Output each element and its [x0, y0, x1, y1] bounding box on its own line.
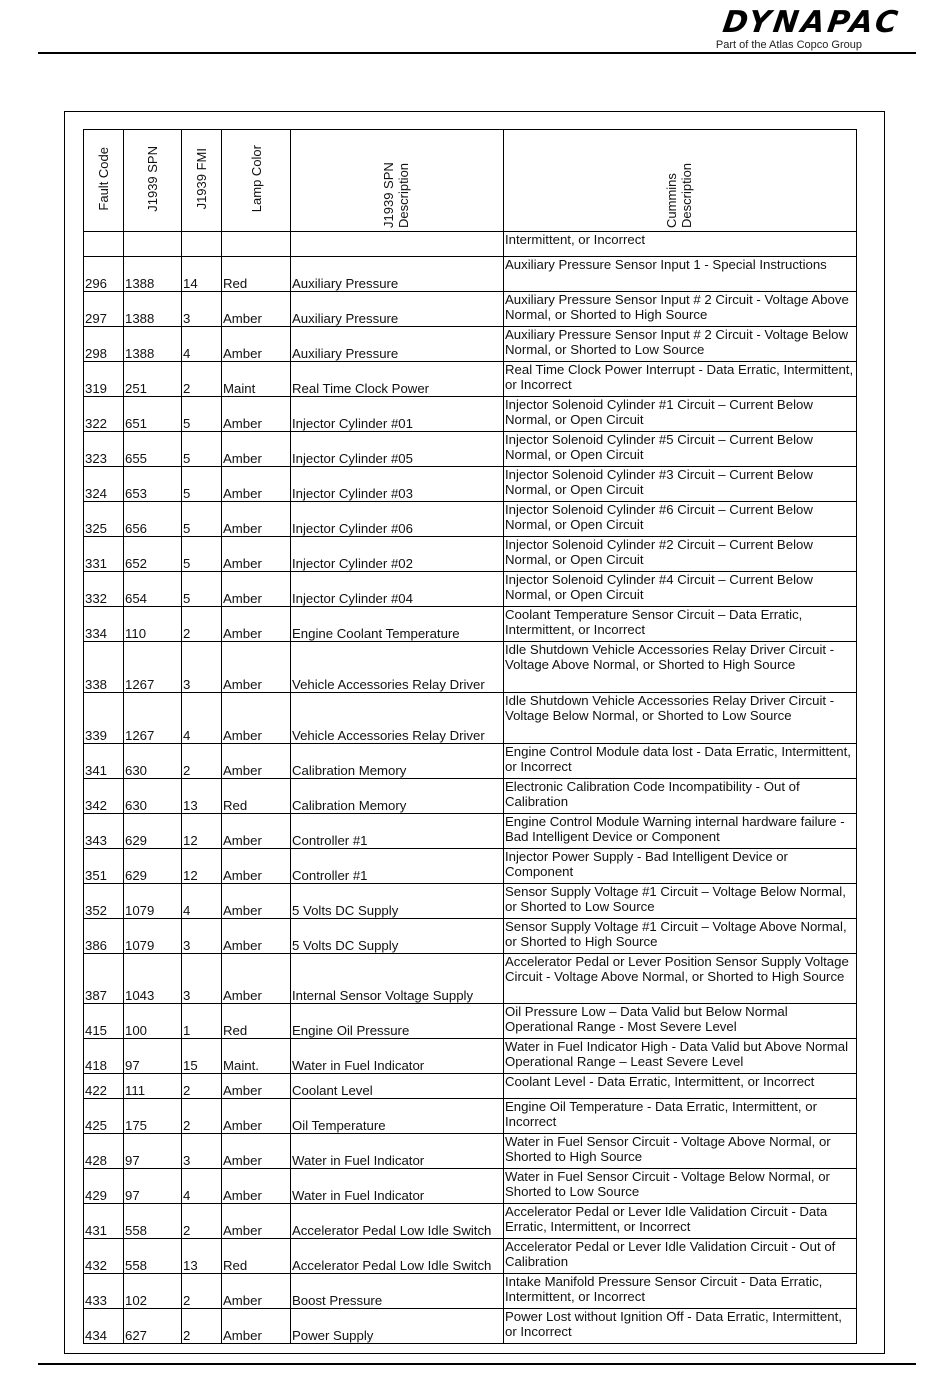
fault-code-cell: 434 [84, 1309, 124, 1344]
table-row [84, 432, 857, 467]
spn-cell: 1388 [124, 292, 182, 327]
spn-cell: 656 [124, 502, 182, 537]
table-header-row [84, 130, 857, 232]
spn-description-cell: Injector Cylinder #01 [291, 397, 504, 432]
fault-code-cell: 332 [84, 572, 124, 607]
fmi-cell [182, 232, 222, 257]
lamp-color-cell: Amber [222, 397, 291, 432]
spn-description-cell: Water in Fuel Indicator [291, 1169, 504, 1204]
table-row [84, 1004, 857, 1039]
spn-cell: 175 [124, 1099, 182, 1134]
lamp-color-cell: Amber [222, 919, 291, 954]
fault-code-cell: 352 [84, 884, 124, 919]
cummins-description-cell: Idle Shutdown Vehicle Accessories Relay Driver Circuit - Voltage Above Normal, or Shorted to High Source [504, 642, 857, 693]
spn-description-cell: 5 Volts DC Supply [291, 884, 504, 919]
fmi-cell: 14 [182, 257, 222, 292]
fault-code-cell: 338 [84, 642, 124, 693]
fault-code-cell: 433 [84, 1274, 124, 1309]
spn-description-cell: Injector Cylinder #04 [291, 572, 504, 607]
cummins-description-cell: Injector Solenoid Cylinder #1 Circuit – Current Below Normal, or Open Circuit [504, 397, 857, 432]
cummins-description-cell: Sensor Supply Voltage #1 Circuit – Voltage Below Normal, or Shorted to Low Source [504, 884, 857, 919]
cummins-description-cell: Accelerator Pedal or Lever Position Sensor Supply Voltage Circuit - Voltage Above Normal, or Shorted to High Source [504, 954, 857, 1004]
lamp-color-cell: Amber [222, 884, 291, 919]
fault-code-cell: 297 [84, 292, 124, 327]
cummins-description-cell: Injector Solenoid Cylinder #5 Circuit – Current Below Normal, or Open Circuit [504, 432, 857, 467]
header-fault-code: Fault Code [84, 130, 124, 232]
cummins-description-cell: Engine Control Module data lost - Data Erratic, Intermittent, or Incorrect [504, 744, 857, 779]
lamp-color-cell: Amber [222, 1074, 291, 1099]
table-row [84, 1099, 857, 1134]
fmi-cell: 3 [182, 954, 222, 1004]
header-lamp-color: Lamp Color [222, 130, 291, 232]
table-row [84, 397, 857, 432]
fault-code-cell: 322 [84, 397, 124, 432]
spn-cell: 100 [124, 1004, 182, 1039]
lamp-color-cell: Maint [222, 362, 291, 397]
fmi-cell: 12 [182, 849, 222, 884]
table-row [84, 1309, 857, 1344]
spn-description-cell: Controller #1 [291, 814, 504, 849]
lamp-color-cell: Amber [222, 954, 291, 1004]
lamp-color-cell: Amber [222, 1309, 291, 1344]
table-row [84, 1239, 857, 1274]
fault-code-cell [84, 232, 124, 257]
spn-cell: 1388 [124, 257, 182, 292]
fault-code-cell: 324 [84, 467, 124, 502]
table-row [84, 954, 857, 1004]
table-row [84, 502, 857, 537]
cummins-description-cell: Auxiliary Pressure Sensor Input # 2 Circuit - Voltage Below Normal, or Shorted to Low Source [504, 327, 857, 362]
table-row [84, 232, 857, 257]
spn-cell: 558 [124, 1204, 182, 1239]
fmi-cell: 2 [182, 1074, 222, 1099]
spn-description-cell: Water in Fuel Indicator [291, 1039, 504, 1074]
spn-cell: 630 [124, 779, 182, 814]
spn-cell: 102 [124, 1274, 182, 1309]
cummins-description-cell: Accelerator Pedal or Lever Idle Validation Circuit - Out of Calibration [504, 1239, 857, 1274]
spn-cell: 1079 [124, 884, 182, 919]
lamp-color-cell: Amber [222, 572, 291, 607]
fault-code-cell: 334 [84, 607, 124, 642]
fault-code-cell: 415 [84, 1004, 124, 1039]
lamp-color-cell: Amber [222, 432, 291, 467]
cummins-description-cell: Engine Oil Temperature - Data Erratic, Intermittent, or Incorrect [504, 1099, 857, 1134]
fault-code-cell: 418 [84, 1039, 124, 1074]
table-row [84, 1274, 857, 1309]
fault-code-cell: 298 [84, 327, 124, 362]
table-row [84, 607, 857, 642]
cummins-description-cell: Coolant Level - Data Erratic, Intermittent, or Incorrect [504, 1074, 857, 1099]
fmi-cell: 2 [182, 1309, 222, 1344]
fault-code-cell: 351 [84, 849, 124, 884]
fmi-cell: 3 [182, 292, 222, 327]
spn-description-cell: Auxiliary Pressure [291, 292, 504, 327]
spn-cell: 97 [124, 1134, 182, 1169]
spn-description-cell: Auxiliary Pressure [291, 327, 504, 362]
table-row [84, 1039, 857, 1074]
spn-description-cell: Engine Oil Pressure [291, 1004, 504, 1039]
fault-code-cell: 331 [84, 537, 124, 572]
fmi-cell: 13 [182, 779, 222, 814]
lamp-color-cell: Amber [222, 642, 291, 693]
spn-cell: 1388 [124, 327, 182, 362]
cummins-description-cell: Water in Fuel Indicator High - Data Valid but Above Normal Operational Range – Least Severe Level [504, 1039, 857, 1074]
cummins-description-cell: Coolant Temperature Sensor Circuit – Data Erratic, Intermittent, or Incorrect [504, 607, 857, 642]
spn-cell: 653 [124, 467, 182, 502]
table-row [84, 572, 857, 607]
table-row [84, 1134, 857, 1169]
spn-description-cell: Injector Cylinder #06 [291, 502, 504, 537]
lamp-color-cell: Amber [222, 1099, 291, 1134]
table-row [84, 884, 857, 919]
spn-description-cell: Vehicle Accessories Relay Driver [291, 693, 504, 744]
fmi-cell: 2 [182, 362, 222, 397]
spn-cell: 651 [124, 397, 182, 432]
spn-cell: 111 [124, 1074, 182, 1099]
fault-code-cell: 425 [84, 1099, 124, 1134]
fmi-cell: 4 [182, 884, 222, 919]
fmi-cell: 5 [182, 397, 222, 432]
fault-code-cell: 323 [84, 432, 124, 467]
fault-code-cell: 429 [84, 1169, 124, 1204]
fault-code-cell: 342 [84, 779, 124, 814]
cummins-description-cell: Real Time Clock Power Interrupt - Data Erratic, Intermittent, or Incorrect [504, 362, 857, 397]
cummins-description-cell: Power Lost without Ignition Off - Data Erratic, Intermittent, or Incorrect [504, 1309, 857, 1344]
lamp-color-cell: Amber [222, 849, 291, 884]
logo-tagline: Part of the Atlas Copco Group [715, 39, 862, 51]
spn-description-cell: Water in Fuel Indicator [291, 1134, 504, 1169]
lamp-color-cell: Amber [222, 292, 291, 327]
lamp-color-cell [222, 232, 291, 257]
table-row [84, 849, 857, 884]
fmi-cell: 3 [182, 919, 222, 954]
lamp-color-cell: Red [222, 1239, 291, 1274]
table-row [84, 642, 857, 693]
cummins-description-cell: Intermittent, or Incorrect [504, 232, 857, 257]
footer-rule [38, 1363, 916, 1365]
cummins-description-cell: Injector Solenoid Cylinder #6 Circuit – Current Below Normal, or Open Circuit [504, 502, 857, 537]
fmi-cell: 4 [182, 1169, 222, 1204]
fmi-cell: 2 [182, 607, 222, 642]
spn-description-cell: Internal Sensor Voltage Supply [291, 954, 504, 1004]
cummins-description-cell: Water in Fuel Sensor Circuit - Voltage Below Normal, or Shorted to Low Source [504, 1169, 857, 1204]
spn-cell: 652 [124, 537, 182, 572]
table-row [84, 292, 857, 327]
spn-description-cell: Controller #1 [291, 849, 504, 884]
table-row [84, 779, 857, 814]
fault-code-cell: 343 [84, 814, 124, 849]
spn-cell: 558 [124, 1239, 182, 1274]
cummins-description-cell: Intake Manifold Pressure Sensor Circuit - Data Erratic, Intermittent, or Incorrect [504, 1274, 857, 1309]
spn-description-cell: Accelerator Pedal Low Idle Switch [291, 1204, 504, 1239]
table-row [84, 257, 857, 292]
spn-cell: 1043 [124, 954, 182, 1004]
table-body [84, 232, 857, 1344]
dynapac-logo [715, 5, 903, 51]
cummins-description-cell: Injector Power Supply - Bad Intelligent Device or Component [504, 849, 857, 884]
table-row [84, 1204, 857, 1239]
fmi-cell: 15 [182, 1039, 222, 1074]
spn-description-cell: Auxiliary Pressure [291, 257, 504, 292]
spn-description-cell: Injector Cylinder #02 [291, 537, 504, 572]
lamp-color-cell: Red [222, 257, 291, 292]
spn-description-cell: Injector Cylinder #03 [291, 467, 504, 502]
fmi-cell: 3 [182, 642, 222, 693]
spn-cell: 655 [124, 432, 182, 467]
table-row [84, 919, 857, 954]
cummins-description-cell: Injector Solenoid Cylinder #2 Circuit – Current Below Normal, or Open Circuit [504, 537, 857, 572]
fmi-cell: 5 [182, 537, 222, 572]
lamp-color-cell: Amber [222, 1204, 291, 1239]
header-cummins-description: Cummins Description [504, 130, 857, 232]
table-row [84, 814, 857, 849]
fault-code-cell: 431 [84, 1204, 124, 1239]
cummins-description-cell: Idle Shutdown Vehicle Accessories Relay Driver Circuit - Voltage Below Normal, or Shorted to Low Source [504, 693, 857, 744]
cummins-description-cell: Accelerator Pedal or Lever Idle Validation Circuit - Data Erratic, Intermittent, or Incorrect [504, 1204, 857, 1239]
spn-description-cell: Accelerator Pedal Low Idle Switch [291, 1239, 504, 1274]
cummins-description-cell: Auxiliary Pressure Sensor Input # 2 Circuit - Voltage Above Normal, or Shorted to High Source [504, 292, 857, 327]
spn-cell: 629 [124, 814, 182, 849]
table-row [84, 537, 857, 572]
cummins-description-cell: Engine Control Module Warning internal hardware failure - Bad Intelligent Device or Component [504, 814, 857, 849]
cummins-description-cell: Water in Fuel Sensor Circuit - Voltage Above Normal, or Shorted to High Source [504, 1134, 857, 1169]
fault-code-cell: 296 [84, 257, 124, 292]
header-spn: J1939 SPN [124, 130, 182, 232]
lamp-color-cell: Amber [222, 693, 291, 744]
fmi-cell: 5 [182, 572, 222, 607]
spn-description-cell: Coolant Level [291, 1074, 504, 1099]
fmi-cell: 2 [182, 1099, 222, 1134]
lamp-color-cell: Amber [222, 537, 291, 572]
fmi-cell: 5 [182, 432, 222, 467]
fmi-cell: 3 [182, 1134, 222, 1169]
cummins-description-cell: Oil Pressure Low – Data Valid but Below Normal Operational Range - Most Severe Level [504, 1004, 857, 1039]
spn-description-cell: Calibration Memory [291, 744, 504, 779]
fault-code-cell: 432 [84, 1239, 124, 1274]
lamp-color-cell: Amber [222, 607, 291, 642]
fmi-cell: 13 [182, 1239, 222, 1274]
spn-cell: 97 [124, 1169, 182, 1204]
spn-cell: 630 [124, 744, 182, 779]
lamp-color-cell: Red [222, 1004, 291, 1039]
lamp-color-cell: Amber [222, 1169, 291, 1204]
spn-cell: 110 [124, 607, 182, 642]
lamp-color-cell: Amber [222, 467, 291, 502]
spn-description-cell [291, 232, 504, 257]
cummins-description-cell: Electronic Calibration Code Incompatibility - Out of Calibration [504, 779, 857, 814]
fmi-cell: 2 [182, 1274, 222, 1309]
spn-cell [124, 232, 182, 257]
lamp-color-cell: Amber [222, 502, 291, 537]
header-fmi: J1939 FMI [182, 130, 222, 232]
spn-cell: 629 [124, 849, 182, 884]
spn-cell: 1267 [124, 693, 182, 744]
spn-description-cell: Real Time Clock Power [291, 362, 504, 397]
lamp-color-cell: Maint. [222, 1039, 291, 1074]
table-row [84, 1169, 857, 1204]
lamp-color-cell: Red [222, 779, 291, 814]
fault-code-cell: 386 [84, 919, 124, 954]
lamp-color-cell: Amber [222, 1134, 291, 1169]
fmi-cell: 1 [182, 1004, 222, 1039]
table-row [84, 467, 857, 502]
fault-code-table [83, 129, 857, 1344]
spn-description-cell: Injector Cylinder #05 [291, 432, 504, 467]
table-row [84, 327, 857, 362]
fmi-cell: 4 [182, 693, 222, 744]
table-row [84, 1074, 857, 1099]
spn-cell: 1267 [124, 642, 182, 693]
spn-cell: 97 [124, 1039, 182, 1074]
spn-description-cell: Power Supply [291, 1309, 504, 1344]
cummins-description-cell: Sensor Supply Voltage #1 Circuit – Voltage Above Normal, or Shorted to High Source [504, 919, 857, 954]
lamp-color-cell: Amber [222, 814, 291, 849]
table-row [84, 744, 857, 779]
spn-description-cell: Oil Temperature [291, 1099, 504, 1134]
lamp-color-cell: Amber [222, 327, 291, 362]
header-rule [38, 52, 916, 54]
table-row [84, 693, 857, 744]
cummins-description-cell: Injector Solenoid Cylinder #3 Circuit – Current Below Normal, or Open Circuit [504, 467, 857, 502]
fmi-cell: 2 [182, 1204, 222, 1239]
fmi-cell: 12 [182, 814, 222, 849]
spn-description-cell: Boost Pressure [291, 1274, 504, 1309]
spn-cell: 627 [124, 1309, 182, 1344]
fmi-cell: 5 [182, 467, 222, 502]
spn-description-cell: Vehicle Accessories Relay Driver [291, 642, 504, 693]
fault-code-cell: 319 [84, 362, 124, 397]
fmi-cell: 2 [182, 744, 222, 779]
fmi-cell: 4 [182, 327, 222, 362]
fault-code-cell: 387 [84, 954, 124, 1004]
cummins-description-cell: Auxiliary Pressure Sensor Input 1 - Special Instructions [504, 257, 857, 292]
spn-description-cell: 5 Volts DC Supply [291, 919, 504, 954]
spn-description-cell: Calibration Memory [291, 779, 504, 814]
fault-code-cell: 428 [84, 1134, 124, 1169]
table-row [84, 362, 857, 397]
spn-cell: 251 [124, 362, 182, 397]
header-spn-description: J1939 SPN Description [291, 130, 504, 232]
fault-code-cell: 341 [84, 744, 124, 779]
lamp-color-cell: Amber [222, 744, 291, 779]
fault-code-cell: 325 [84, 502, 124, 537]
spn-description-cell: Engine Coolant Temperature [291, 607, 504, 642]
fault-code-cell: 422 [84, 1074, 124, 1099]
cummins-description-cell: Injector Solenoid Cylinder #4 Circuit – Current Below Normal, or Open Circuit [504, 572, 857, 607]
lamp-color-cell: Amber [222, 1274, 291, 1309]
logo-wordmark: DYNAPAC [720, 5, 903, 40]
spn-cell: 654 [124, 572, 182, 607]
spn-cell: 1079 [124, 919, 182, 954]
fmi-cell: 5 [182, 502, 222, 537]
fault-code-cell: 339 [84, 693, 124, 744]
